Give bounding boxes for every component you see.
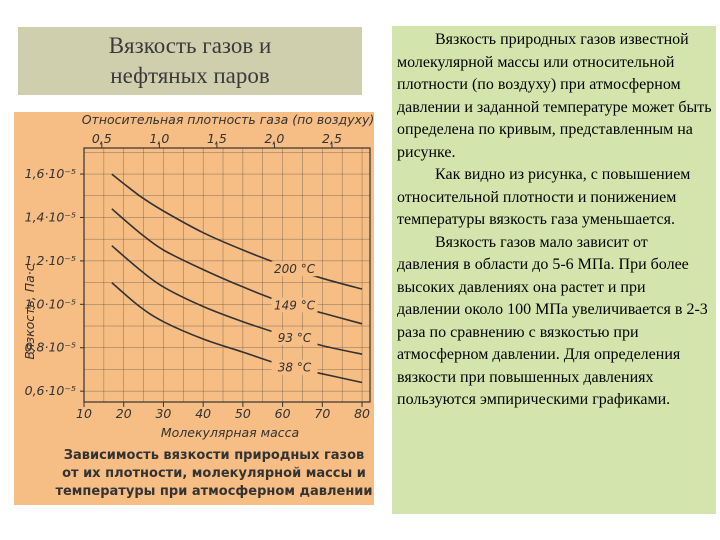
- caption-line: Зависимость вязкости природных газов: [63, 448, 365, 463]
- x-axis-title: Молекулярная масса: [160, 425, 300, 440]
- x-tick-label: 40: [195, 406, 212, 421]
- x-tick-label: 60: [274, 406, 291, 421]
- viscosity-chart: [14, 112, 374, 505]
- series-label-200c: 200 °C: [273, 262, 316, 277]
- x-tick-label: 10: [76, 406, 92, 421]
- description-panel: [392, 26, 716, 514]
- slide-title-line-1: Вязкость газов и: [108, 33, 272, 58]
- chart-caption: [55, 448, 372, 499]
- description-paragraph: Вязкость газов мало зависит от давления в области до 5-6 МПа. При более высоких давлениях она растет и при давлении около 100 МПа увеличивается в 2-3 раза по сравнению с вязкостью при атмосферном давлении. Для определения вязкости при повышенных давлениях пользуются эмпирическими графиками.: [397, 233, 708, 408]
- y-tick-label: 0,8·10⁻⁵: [24, 339, 76, 355]
- caption-line: температуры при атмосферном давлении: [55, 484, 373, 499]
- top-tick-label: 1,5: [206, 131, 227, 146]
- chart-svg: [14, 112, 374, 505]
- y-axis-title: Вязкость, Па·с: [22, 264, 37, 360]
- slide-title: [18, 27, 362, 95]
- series-line-2: [112, 246, 362, 355]
- top-tick-label: 1,0: [149, 131, 170, 146]
- x-tick-label: 30: [155, 406, 172, 421]
- y-tick-label: 0,6·10⁻⁵: [24, 383, 76, 399]
- series-label-38c: 38 °C: [277, 360, 312, 375]
- x-tick-label: 50: [234, 406, 251, 421]
- series-labels: [272, 261, 318, 375]
- x-tick-label: 20: [115, 406, 132, 421]
- slide-title-line-2: нефтяных паров: [110, 63, 270, 88]
- x-tick-label: 80: [354, 406, 371, 421]
- series-line-1: [112, 209, 362, 324]
- series-line-0: [112, 174, 362, 289]
- series-label-93c: 93 °C: [277, 330, 312, 345]
- top-tick-label: 2,0: [264, 131, 285, 146]
- y-tick-label: 1,0·10⁻⁵: [24, 296, 76, 312]
- x-tick-label: 70: [314, 406, 331, 421]
- series-line-3: [112, 283, 362, 383]
- y-tick-label: 1,4·10⁻⁵: [24, 209, 76, 225]
- series-lines: [112, 174, 362, 382]
- series-label-149c: 149 °C: [273, 298, 316, 313]
- top-axis-title: Относительная плотность газа (по воздуху): [81, 112, 374, 127]
- x-tick-labels: [76, 406, 370, 421]
- top-tick-labels: [92, 131, 342, 146]
- description-paragraph: Как видно из рисунка, с повышением относительной плотности и понижением температуры вязкость газа уменьшается.: [397, 166, 691, 228]
- y-tick-label: 1,6·10⁻⁵: [24, 166, 76, 182]
- description-paragraph: Вязкость природных газов известной молекулярной массы или относительной плотности (по воздуху) при атмосферном давлении и заданной температуре может быть определена по кривым, представленным на рисунке.: [397, 31, 712, 161]
- top-tick-label: 2,5: [322, 131, 342, 146]
- y-tick-label: 1,2·10⁻⁵: [24, 252, 76, 268]
- top-tick-label: 0,5: [91, 131, 112, 146]
- caption-line: от их плотности, молекулярной массы и: [62, 466, 366, 481]
